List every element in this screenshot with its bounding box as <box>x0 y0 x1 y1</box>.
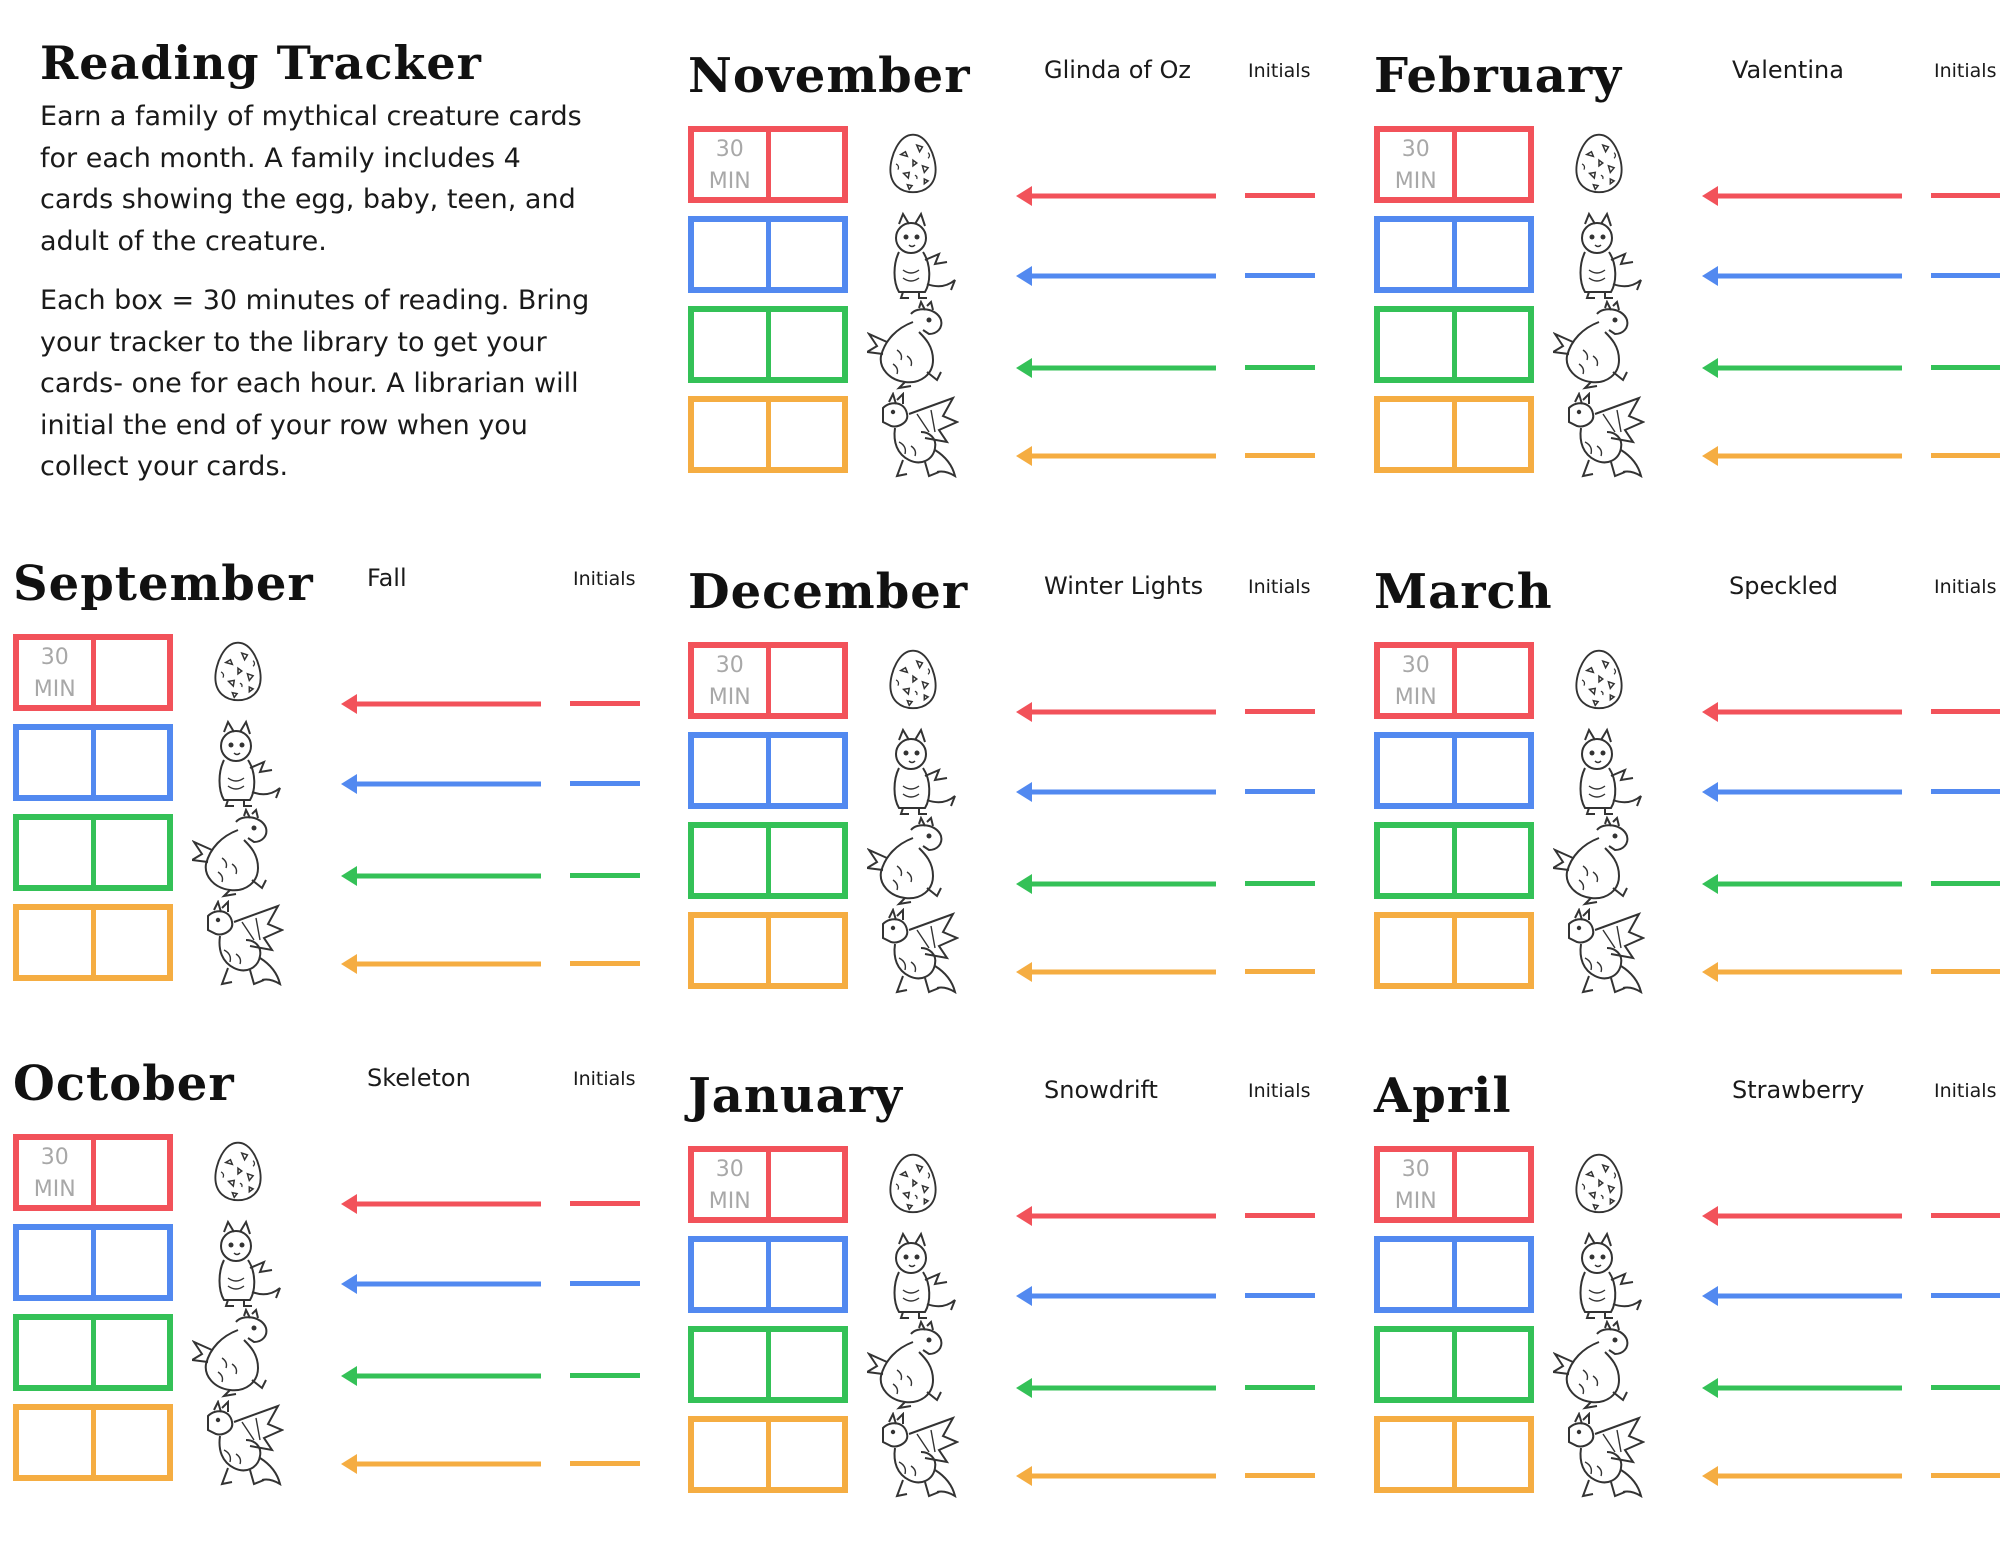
dragon-egg-icon <box>883 646 943 712</box>
reading-slot-30min[interactable] <box>694 132 771 197</box>
slot-duration-value: 30 <box>715 653 744 678</box>
initials-label: Initials <box>1248 576 1311 598</box>
left-arrow-icon <box>341 864 541 888</box>
reading-slot-30min[interactable] <box>96 910 168 975</box>
initials-line[interactable] <box>1245 365 1315 370</box>
reading-box-row-3[interactable] <box>688 1326 848 1403</box>
reading-box-row-2[interactable] <box>688 216 848 293</box>
reading-slot-30min[interactable] <box>771 402 843 467</box>
initials-line[interactable] <box>1245 969 1315 974</box>
month-block-april <box>1374 1068 2000 1508</box>
teen-dragon-icon <box>192 1308 282 1398</box>
month-name: November <box>688 48 971 104</box>
slot-duration-value: 30 <box>715 1157 744 1182</box>
teen-dragon-icon <box>867 300 957 390</box>
reading-box-row-2[interactable] <box>1374 216 1534 293</box>
reading-slot-30min[interactable] <box>694 402 771 467</box>
left-arrow-icon <box>1016 872 1216 896</box>
slot-duration-label <box>19 1142 91 1206</box>
reading-slot-30min[interactable] <box>1380 1332 1457 1397</box>
reading-slot-30min[interactable] <box>1380 918 1457 983</box>
left-arrow-icon <box>1702 960 1902 984</box>
left-arrow-icon <box>1016 780 1216 804</box>
initials-line[interactable] <box>1245 1385 1315 1390</box>
reading-box-row-3[interactable] <box>13 1314 173 1391</box>
baby-dragon-icon <box>873 210 963 300</box>
reading-slot-30min[interactable] <box>694 648 771 713</box>
left-arrow-icon <box>1702 1464 1902 1488</box>
month-block-november <box>688 48 1368 488</box>
slot-duration-label <box>694 650 766 714</box>
slot-duration-value: 30 <box>40 1145 69 1170</box>
reading-slot-30min[interactable] <box>771 132 843 197</box>
slot-duration-unit: MIN <box>708 169 751 194</box>
month-name: December <box>688 564 969 620</box>
slot-duration-unit: MIN <box>1394 169 1437 194</box>
month-name: February <box>1374 48 1623 104</box>
teen-dragon-icon <box>1553 816 1643 906</box>
intro-section <box>40 36 600 506</box>
reading-slot-30min[interactable] <box>1457 738 1529 803</box>
reading-slot-30min[interactable] <box>771 738 843 803</box>
dragon-egg-icon <box>1569 1150 1629 1216</box>
reading-box-row-4[interactable] <box>688 396 848 473</box>
reading-slot-30min[interactable] <box>1457 132 1529 197</box>
initials-line[interactable] <box>1931 789 2000 794</box>
initials-label: Initials <box>573 568 636 590</box>
month-name: October <box>13 1056 235 1112</box>
creature-theme: Snowdrift <box>1044 1076 1158 1104</box>
month-block-february <box>1374 48 2000 488</box>
reading-slot-30min[interactable] <box>771 1152 843 1217</box>
left-arrow-icon <box>1702 1284 1902 1308</box>
slot-duration-value: 30 <box>1401 137 1430 162</box>
initials-line[interactable] <box>1931 881 2000 886</box>
month-name: March <box>1374 564 1553 620</box>
dragon-egg-icon <box>883 1150 943 1216</box>
creature-theme: Valentina <box>1732 56 1844 84</box>
month-block-october <box>13 1056 693 1496</box>
reading-slot-30min[interactable] <box>96 730 168 795</box>
left-arrow-icon <box>1702 700 1902 724</box>
reading-slot-30min[interactable] <box>96 1140 168 1205</box>
initials-line[interactable] <box>570 961 640 966</box>
reading-box-row-1[interactable] <box>13 634 173 711</box>
reading-slot-30min[interactable] <box>1457 222 1529 287</box>
initials-line[interactable] <box>1245 789 1315 794</box>
initials-line[interactable] <box>570 1201 640 1206</box>
reading-slot-30min[interactable] <box>1457 648 1529 713</box>
reading-slot-30min[interactable] <box>19 1320 96 1385</box>
left-arrow-icon <box>1016 1204 1216 1228</box>
initials-line[interactable] <box>570 701 640 706</box>
reading-slot-30min[interactable] <box>694 312 771 377</box>
initials-line[interactable] <box>1245 1473 1315 1478</box>
reading-box-row-1[interactable] <box>1374 642 1534 719</box>
creature-theme: Skeleton <box>367 1064 471 1092</box>
creature-theme: Speckled <box>1729 572 1838 600</box>
left-arrow-icon <box>341 1364 541 1388</box>
reading-box-row-3[interactable] <box>688 822 848 899</box>
reading-slot-30min[interactable] <box>771 828 843 893</box>
month-name: September <box>13 556 314 612</box>
month-name: April <box>1374 1068 1512 1124</box>
initials-label: Initials <box>1934 576 1997 598</box>
reading-box-row-1[interactable] <box>688 642 848 719</box>
initials-label: Initials <box>573 1068 636 1090</box>
month-block-september <box>13 556 693 996</box>
reading-box-row-4[interactable] <box>1374 396 1534 473</box>
reading-slot-30min[interactable] <box>694 738 771 803</box>
initials-line[interactable] <box>1245 709 1315 714</box>
creature-theme: Strawberry <box>1732 1076 1865 1104</box>
reading-slot-30min[interactable] <box>771 1422 843 1487</box>
slot-duration-label <box>19 642 91 706</box>
initials-line[interactable] <box>1931 969 2000 974</box>
reading-box-row-2[interactable] <box>688 1236 848 1313</box>
reading-slot-30min[interactable] <box>1457 402 1529 467</box>
reading-slot-30min[interactable] <box>771 1242 843 1307</box>
reading-slot-30min[interactable] <box>1380 648 1457 713</box>
reading-slot-30min[interactable] <box>19 640 96 705</box>
initials-line[interactable] <box>570 781 640 786</box>
reading-slot-30min[interactable] <box>1380 738 1457 803</box>
reading-box-row-3[interactable] <box>1374 306 1534 383</box>
initials-line[interactable] <box>1245 1293 1315 1298</box>
baby-dragon-icon <box>1559 726 1649 816</box>
intro-paragraph-boxes: Each box = 30 minutes of reading. Bring your tracker to the library to get your cards- one for each hour. A librarian will initial the end of your row when you collect your cards. <box>40 285 590 482</box>
left-arrow-icon <box>341 1272 541 1296</box>
initials-line[interactable] <box>1245 273 1315 278</box>
reading-slot-30min[interactable] <box>694 1422 771 1487</box>
reading-slot-30min[interactable] <box>771 222 843 287</box>
left-arrow-icon <box>341 772 541 796</box>
reading-box-row-4[interactable] <box>1374 1416 1534 1493</box>
initials-line[interactable] <box>1931 453 2000 458</box>
left-arrow-icon <box>1016 444 1216 468</box>
reading-slot-30min[interactable] <box>1457 828 1529 893</box>
initials-line[interactable] <box>1931 1473 2000 1478</box>
adult-dragon-icon <box>194 900 284 990</box>
reading-box-row-1[interactable] <box>1374 1146 1534 1223</box>
reading-slot-30min[interactable] <box>694 918 771 983</box>
reading-slot-30min[interactable] <box>1457 1152 1529 1217</box>
reading-slot-30min[interactable] <box>1380 828 1457 893</box>
dragon-egg-icon <box>1569 646 1629 712</box>
initials-line[interactable] <box>1931 365 2000 370</box>
reading-slot-30min[interactable] <box>1457 1422 1529 1487</box>
initials-line[interactable] <box>570 1281 640 1286</box>
reading-slot-30min[interactable] <box>694 1332 771 1397</box>
reading-slot-30min[interactable] <box>1457 312 1529 377</box>
teen-dragon-icon <box>867 816 957 906</box>
reading-slot-30min[interactable] <box>1457 1332 1529 1397</box>
slot-duration-unit: MIN <box>708 685 751 710</box>
initials-label: Initials <box>1248 1080 1311 1102</box>
reading-box-row-2[interactable] <box>688 732 848 809</box>
reading-box-row-4[interactable] <box>13 1404 173 1481</box>
dragon-egg-icon <box>1569 130 1629 196</box>
reading-slot-30min[interactable] <box>1380 222 1457 287</box>
baby-dragon-icon <box>198 718 288 808</box>
slot-duration-value: 30 <box>715 137 744 162</box>
left-arrow-icon <box>1016 1376 1216 1400</box>
initials-line[interactable] <box>1245 881 1315 886</box>
left-arrow-icon <box>1016 1464 1216 1488</box>
initials-line[interactable] <box>1245 1213 1315 1218</box>
slot-duration-unit: MIN <box>708 1189 751 1214</box>
baby-dragon-icon <box>873 1230 963 1320</box>
reading-box-row-2[interactable] <box>13 724 173 801</box>
reading-slot-30min[interactable] <box>19 910 96 975</box>
reading-slot-30min[interactable] <box>1457 1242 1529 1307</box>
baby-dragon-icon <box>198 1218 288 1308</box>
slot-duration-label <box>694 1154 766 1218</box>
reading-box-row-4[interactable] <box>688 912 848 989</box>
creature-theme: Glinda of Oz <box>1044 56 1191 84</box>
initials-line[interactable] <box>1931 273 2000 278</box>
reading-slot-30min[interactable] <box>19 1230 96 1295</box>
reading-slot-30min[interactable] <box>771 918 843 983</box>
adult-dragon-icon <box>1555 392 1645 482</box>
baby-dragon-icon <box>873 726 963 816</box>
reading-box-row-4[interactable] <box>13 904 173 981</box>
reading-box-row-1[interactable] <box>1374 126 1534 203</box>
adult-dragon-icon <box>1555 1412 1645 1502</box>
initials-label: Initials <box>1248 60 1311 82</box>
initials-label: Initials <box>1934 1080 1997 1102</box>
reading-slot-30min[interactable] <box>19 1140 96 1205</box>
reading-slot-30min[interactable] <box>19 730 96 795</box>
left-arrow-icon <box>1016 700 1216 724</box>
initials-line[interactable] <box>1931 709 2000 714</box>
left-arrow-icon <box>341 692 541 716</box>
slot-duration-value: 30 <box>1401 653 1430 678</box>
left-arrow-icon <box>341 1452 541 1476</box>
reading-slot-30min[interactable] <box>694 1152 771 1217</box>
month-block-january <box>688 1068 1368 1508</box>
reading-slot-30min[interactable] <box>96 1410 168 1475</box>
reading-slot-30min[interactable] <box>96 820 168 885</box>
reading-slot-30min[interactable] <box>694 222 771 287</box>
left-arrow-icon <box>341 952 541 976</box>
reading-slot-30min[interactable] <box>96 1230 168 1295</box>
reading-slot-30min[interactable] <box>694 1242 771 1307</box>
slot-duration-unit: MIN <box>33 677 76 702</box>
teen-dragon-icon <box>1553 300 1643 390</box>
intro-paragraph-cards: Earn a family of mythical creature cards for each month. A family includes 4 cards showing the egg, baby, teen, and adult of the creature. <box>40 101 582 257</box>
creature-theme: Winter Lights <box>1044 572 1204 600</box>
reading-box-row-2[interactable] <box>1374 1236 1534 1313</box>
slot-duration-label <box>1380 134 1452 198</box>
reading-box-row-1[interactable] <box>688 126 848 203</box>
reading-box-row-3[interactable] <box>13 814 173 891</box>
slot-duration-unit: MIN <box>1394 685 1437 710</box>
reading-box-row-2[interactable] <box>13 1224 173 1301</box>
reading-box-row-3[interactable] <box>1374 822 1534 899</box>
adult-dragon-icon <box>194 1400 284 1490</box>
left-arrow-icon <box>1016 184 1216 208</box>
left-arrow-icon <box>1702 264 1902 288</box>
reading-box-row-3[interactable] <box>1374 1326 1534 1403</box>
left-arrow-icon <box>1016 356 1216 380</box>
reading-slot-30min[interactable] <box>771 312 843 377</box>
month-block-december <box>688 564 1368 1004</box>
left-arrow-icon <box>1016 264 1216 288</box>
initials-line[interactable] <box>1931 1293 2000 1298</box>
reading-slot-30min[interactable] <box>771 648 843 713</box>
month-block-march <box>1374 564 2000 1004</box>
left-arrow-icon <box>1702 780 1902 804</box>
initials-line[interactable] <box>1245 193 1315 198</box>
dragon-egg-icon <box>208 1138 268 1204</box>
reading-box-row-4[interactable] <box>688 1416 848 1493</box>
reading-box-row-2[interactable] <box>1374 732 1534 809</box>
reading-box-row-1[interactable] <box>688 1146 848 1223</box>
reading-slot-30min[interactable] <box>96 640 168 705</box>
reading-box-row-1[interactable] <box>13 1134 173 1211</box>
left-arrow-icon <box>1702 444 1902 468</box>
reading-slot-30min[interactable] <box>771 1332 843 1397</box>
adult-dragon-icon <box>869 908 959 998</box>
reading-slot-30min[interactable] <box>1380 1242 1457 1307</box>
teen-dragon-icon <box>1553 1320 1643 1410</box>
left-arrow-icon <box>1702 184 1902 208</box>
reading-slot-30min[interactable] <box>19 820 96 885</box>
left-arrow-icon <box>1016 960 1216 984</box>
reading-slot-30min[interactable] <box>1457 918 1529 983</box>
adult-dragon-icon <box>869 392 959 482</box>
initials-line[interactable] <box>1931 1213 2000 1218</box>
slot-duration-value: 30 <box>1401 1157 1430 1182</box>
creature-theme: Fall <box>367 564 407 592</box>
reading-slot-30min[interactable] <box>1380 132 1457 197</box>
reading-slot-30min[interactable] <box>1380 1422 1457 1487</box>
left-arrow-icon <box>1702 1204 1902 1228</box>
reading-slot-30min[interactable] <box>1380 402 1457 467</box>
adult-dragon-icon <box>869 1412 959 1502</box>
month-name: January <box>688 1068 903 1124</box>
initials-line[interactable] <box>1245 453 1315 458</box>
dragon-egg-icon <box>208 638 268 704</box>
reading-slot-30min[interactable] <box>96 1320 168 1385</box>
reading-slot-30min[interactable] <box>694 828 771 893</box>
reading-box-row-3[interactable] <box>688 306 848 383</box>
reading-slot-30min[interactable] <box>1380 312 1457 377</box>
reading-slot-30min[interactable] <box>1380 1152 1457 1217</box>
baby-dragon-icon <box>1559 1230 1649 1320</box>
initials-line[interactable] <box>570 1461 640 1466</box>
baby-dragon-icon <box>1559 210 1649 300</box>
slot-duration-label <box>1380 650 1452 714</box>
left-arrow-icon <box>1702 1376 1902 1400</box>
teen-dragon-icon <box>192 808 282 898</box>
dragon-egg-icon <box>883 130 943 196</box>
initials-line[interactable] <box>1931 193 2000 198</box>
left-arrow-icon <box>1702 872 1902 896</box>
slot-duration-unit: MIN <box>1394 1189 1437 1214</box>
initials-label: Initials <box>1934 60 1997 82</box>
initials-line[interactable] <box>570 1373 640 1378</box>
initials-line[interactable] <box>1931 1385 2000 1390</box>
initials-line[interactable] <box>570 873 640 878</box>
left-arrow-icon <box>341 1192 541 1216</box>
left-arrow-icon <box>1702 356 1902 380</box>
adult-dragon-icon <box>1555 908 1645 998</box>
reading-box-row-4[interactable] <box>1374 912 1534 989</box>
slot-duration-value: 30 <box>40 645 69 670</box>
left-arrow-icon <box>1016 1284 1216 1308</box>
slot-duration-unit: MIN <box>33 1177 76 1202</box>
slot-duration-label <box>1380 1154 1452 1218</box>
slot-duration-label <box>694 134 766 198</box>
reading-slot-30min[interactable] <box>19 1410 96 1475</box>
teen-dragon-icon <box>867 1320 957 1410</box>
page-title: Reading Tracker <box>40 36 482 90</box>
